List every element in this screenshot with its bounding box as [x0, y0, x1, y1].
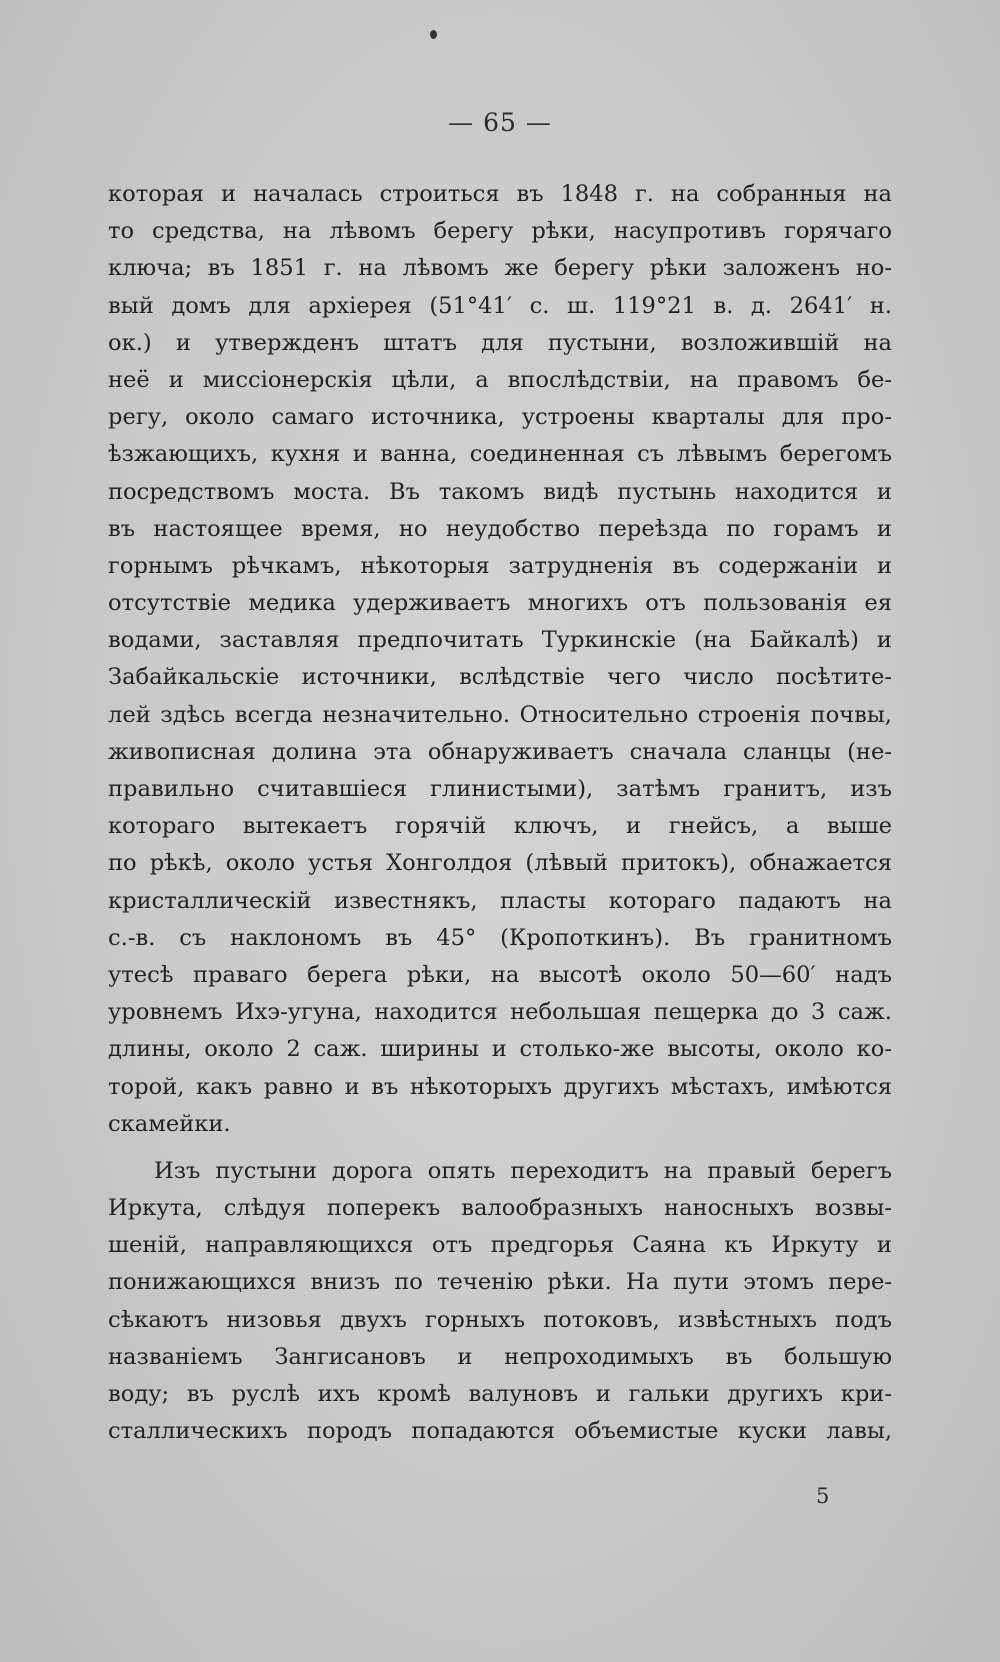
text-line: уровнемъ Ихэ-угуна, находится небольшая пещерка до 3 саж. — [108, 999, 892, 1026]
text-line: сѣкаютъ низовья двухъ горныхъ потоковъ, извѣстныхъ подъ — [108, 1306, 892, 1333]
text-line: неё и миссіонерскія цѣли, а впослѣдствіи, на правомъ бе- — [108, 366, 892, 393]
text-line: горнымъ рѣчкамъ, нѣкоторыя затрудненія въ содержаніи и — [108, 552, 892, 579]
text-line: скамейки. — [108, 1110, 231, 1137]
text-line: торой, какъ равно и въ нѣкоторыхъ другихъ мѣстахъ, имѣются — [108, 1073, 892, 1100]
text-line: ок.) и утвержденъ штатъ для пустыни, возложившій на — [108, 329, 892, 356]
page-number: — 65 — — [448, 108, 552, 137]
body-text — [108, 176, 892, 1450]
text-line: с.-в. съ наклономъ въ 45° (Кропоткинъ). Въ гранитномъ — [108, 924, 892, 951]
text-line: утесѣ праваго берега рѣки, на высотѣ около 50—60′ надъ — [108, 961, 892, 988]
text-line: въ настоящее время, но неудобство переѣзда по горамъ и — [108, 515, 892, 542]
text-line: по рѣкѣ, около устья Хонголдоя (лѣвый притокъ), обнажается — [108, 850, 892, 877]
text-line: Забайкальскіе источники, вслѣдствіе чего число посѣтите- — [108, 664, 892, 691]
text-line: посредствомъ моста. Въ такомъ видѣ пустынь находится и — [108, 478, 892, 505]
ink-speck — [430, 30, 437, 39]
paragraph — [108, 1153, 892, 1451]
printer-signature-mark: 5 — [816, 1484, 830, 1508]
text-line: ѣзжающихъ, кухня и ванна, соединенная съ лѣвымъ берегомъ — [108, 441, 892, 468]
text-line: живописная долина эта обнаруживаетъ сначала сланцы (не- — [108, 738, 892, 765]
text-line: Иркута, слѣдуя поперекъ валообразныхъ наносныхъ возвы- — [108, 1195, 892, 1222]
text-line: понижающихся внизъ по теченію рѣки. На пути этомъ пере- — [108, 1269, 892, 1296]
text-line: котораго вытекаетъ горячій ключъ, и гнейсъ, а выше — [108, 813, 892, 840]
text-line: лей здѣсь всегда незначительно. Относительно строенія почвы, — [108, 701, 892, 728]
text-line: регу, около самаго источника, устроены кварталы для про- — [108, 404, 892, 431]
text-line: отсутствіе медика удерживаетъ многихъ отъ пользованія ея — [108, 590, 892, 617]
text-line: шеній, направляющихся отъ предгорья Саяна къ Иркуту и — [108, 1232, 892, 1259]
text-line: то средства, на лѣвомъ берегу рѣки, насупротивъ горячаго — [108, 218, 892, 245]
text-line: кристаллическій известнякъ, пласты котораго падаютъ на — [108, 887, 892, 914]
paragraph — [108, 176, 892, 1143]
text-line: длины, около 2 саж. ширины и столько-же высоты, около ко- — [108, 1036, 892, 1063]
text-line: сталлическихъ породъ попадаются объемистые куски лавы, — [108, 1418, 892, 1445]
text-line: которая и началась строиться въ 1848 г. на собранныя на — [108, 181, 892, 207]
text-line: ключа; въ 1851 г. на лѣвомъ же берегу рѣки заложенъ но- — [108, 255, 892, 282]
text-line: названіемъ Зангисановъ и непроходимыхъ въ большую — [108, 1343, 892, 1370]
text-line: Изъ пустыни дорога опять переходитъ на правый берегъ — [154, 1157, 892, 1184]
text-line: вый домъ для архіерея (51°41′ с. ш. 119°21 в. д. 2641′ н. — [108, 292, 892, 319]
text-line: правильно считавшіеся глинистыми), затѣмъ гранитъ, изъ — [108, 776, 892, 802]
paragraph-spacer — [108, 1143, 892, 1153]
text-line: воду; въ руслѣ ихъ кромѣ валуновъ и гальки другихъ кри- — [108, 1381, 892, 1407]
text-line: водами, заставляя предпочитать Туркинскіе (на Байкалѣ) и — [108, 627, 892, 654]
